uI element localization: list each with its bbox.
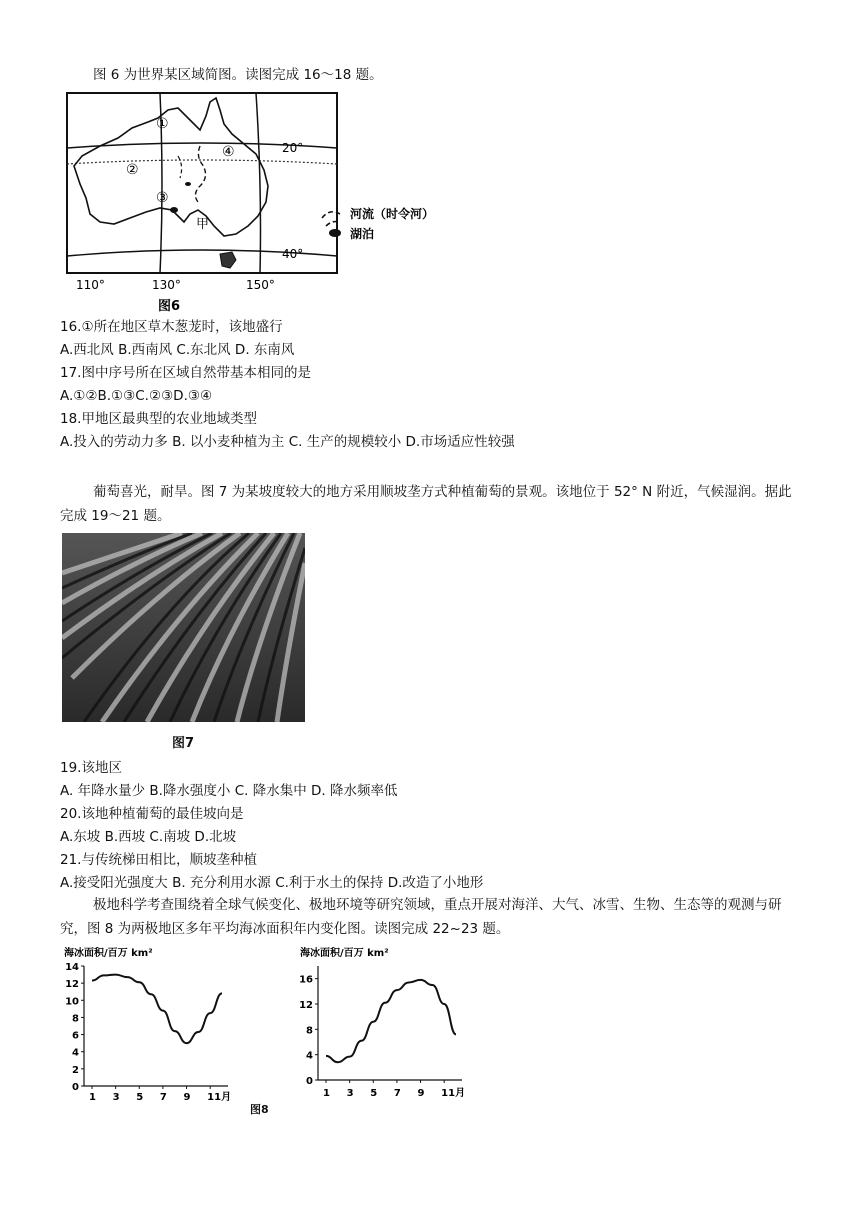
map-frame (67, 93, 337, 273)
lake (170, 207, 178, 213)
intro-fig6: 图 6 为世界某区域简图。读图完成 16～18 题。 (93, 67, 383, 83)
lat-label-40: 40° (282, 247, 304, 261)
y-tick-label: 16 (299, 974, 313, 986)
lon-label-130: 130° (152, 278, 181, 292)
question-17-options: A.①②B.①③C.②③D.③④ (60, 388, 213, 404)
figure-7-caption: 图7 (172, 736, 195, 751)
x-tick-label: 9 (183, 1092, 191, 1103)
lon-label-150: 150° (246, 278, 275, 292)
continent-outline (74, 98, 268, 236)
lon-label-110: 110° (76, 278, 105, 292)
intro-fig7: 葡萄喜光，耐旱。图 7 为某坡度较大的地方采用顺坡垄方式种植葡萄的景观。该地位于 52° N 附近，气候湿润。据此完成 19～21 题。 (60, 484, 792, 524)
y-tick-label: 0 (72, 1082, 79, 1093)
vineyard-photo (62, 533, 305, 722)
chart1-axes (84, 966, 228, 1086)
y-tick-label: 0 (306, 1076, 313, 1087)
question-18-options: A.投入的劳动力多 B. 以小麦种植为主 C. 生产的规模较小 D.市场适应性较强 (60, 434, 515, 450)
question-16-options: A.西北风 B.西南风 C.东北风 D. 东南风 (60, 342, 295, 358)
x-tick-label: 5 (370, 1088, 378, 1099)
x-tick-label: 1 (89, 1092, 96, 1103)
x-tick-label: 5 (136, 1092, 144, 1103)
y-tick-label: 8 (306, 1025, 313, 1037)
tasmania (220, 252, 236, 268)
sea-ice-chart-1 (60, 944, 235, 1104)
question-18: 18.甲地区最典型的农业地域类型 (60, 411, 257, 427)
legend-lake-icon (329, 229, 341, 237)
x-tick-label: 11月 (441, 1088, 466, 1099)
question-21: 21.与传统梯田相比，顺坡垄种植 (60, 852, 257, 868)
question-19-options: A. 年降水量少 B.降水强度小 C. 降水集中 D. 降水频率低 (60, 783, 398, 799)
y-tick-label: 14 (65, 962, 79, 973)
region-label-3: ③ (156, 190, 169, 206)
y-tick-label: 4 (306, 1050, 313, 1062)
map-caption: 图6 (158, 299, 181, 314)
y-tick-label: 2 (72, 1064, 79, 1076)
y-tick-label: 6 (72, 1030, 79, 1042)
y-tick-label: 8 (72, 1013, 79, 1025)
y-tick-label: 12 (299, 1000, 313, 1011)
question-16: 16.①所在地区草木葱茏时，该地盛行 (60, 319, 283, 335)
region-label-4: ④ (222, 144, 235, 160)
legend-river-label: 河流（时令河） (350, 207, 435, 221)
question-21-options: A.接受阳光强度大 B. 充分利用水源 C.利于水土的保持 D.改造了小地形 (60, 875, 484, 891)
region-label-1: ① (156, 116, 169, 132)
seasonal-river (195, 146, 205, 202)
chart2-ylabel: 海冰面积/百万 km² (300, 948, 389, 959)
x-tick-label: 3 (346, 1088, 354, 1099)
x-tick-label: 11月 (207, 1092, 232, 1103)
meridian-150 (256, 93, 261, 273)
lake (185, 182, 191, 186)
chart1-ylabel: 海冰面积/百万 km² (64, 948, 153, 959)
y-tick-label: 4 (72, 1047, 79, 1059)
figure-8-caption: 图8 (250, 1103, 269, 1116)
intro-fig8: 极地科学考查围绕着全球气候变化、极地环境等研究领域，重点开展对海洋、大气、冰雪、生物、生态等的观测与研究，图 8 为两极地区多年平均海冰面积年内变化图。读图完成 22~23 题。 (60, 897, 782, 937)
region-label-2: ② (126, 162, 139, 178)
question-20: 20.该地种植葡萄的最佳坡向是 (60, 806, 244, 822)
x-tick-label: 1 (323, 1088, 330, 1099)
y-tick-label: 12 (65, 979, 79, 991)
chart1-series-line (92, 975, 222, 1044)
sea-ice-chart-2 (292, 944, 470, 1116)
legend-lake-label: 湖泊 (350, 227, 375, 241)
question-17: 17.图中序号所在区域自然带基本相同的是 (60, 365, 311, 381)
x-tick-label: 7 (159, 1092, 167, 1103)
region-label-jia: 甲 (196, 217, 210, 232)
lat-label-20: 20° (282, 141, 304, 155)
seasonal-river-2 (178, 156, 182, 178)
question-19: 19.该地区 (60, 760, 122, 776)
x-tick-label: 3 (112, 1092, 120, 1103)
x-tick-label: 7 (393, 1088, 401, 1099)
map-figure-6 (60, 86, 480, 316)
question-20-options: A.东坡 B.西坡 C.南坡 D.北坡 (60, 829, 237, 845)
chart2-series-line (326, 980, 456, 1062)
y-tick-label: 10 (65, 996, 79, 1008)
x-tick-label: 9 (417, 1088, 425, 1099)
